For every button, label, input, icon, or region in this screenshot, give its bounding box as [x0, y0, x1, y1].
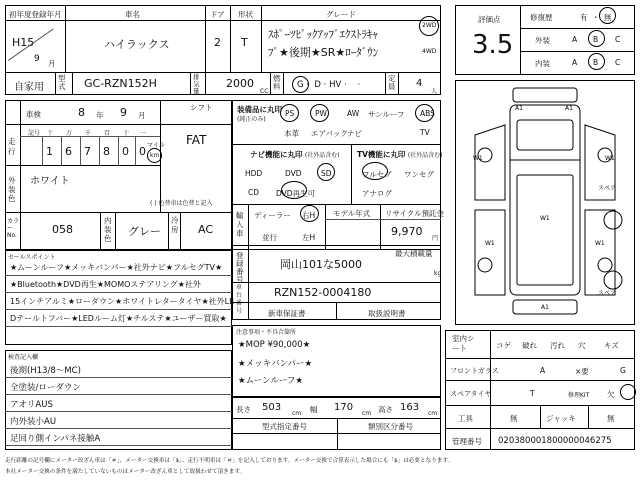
height-label: 高さ [378, 405, 393, 414]
doors-label: ドア [210, 10, 225, 19]
glass-g: G [620, 366, 626, 375]
interior-eval-label: 内装 [535, 59, 550, 68]
displacement: 2000 [226, 77, 254, 90]
exterior-color: ホワイト [30, 176, 70, 187]
drive-2wd: 2WD [422, 22, 437, 29]
exterior-label: 外装色 [8, 176, 16, 203]
int-grade-a: A [572, 58, 578, 67]
seat-condition: 破れ [522, 341, 537, 350]
max-load-kg: kg [434, 270, 442, 277]
ext-grade-c: C [615, 35, 621, 44]
reg-month-unit: 月 [48, 59, 56, 68]
seat-condition: キズ [604, 341, 619, 350]
grade-line-1: ｽﾎﾟｰﾂﾋﾟｯｸｱｯﾌﾟｴｸｽﾄﾗｷｬ [268, 28, 378, 41]
inspector-rule [5, 377, 232, 378]
interior-label: 内装色 [104, 216, 112, 243]
recycle-label: リサイクル預託金 [385, 209, 444, 218]
car-name-label: 車名 [125, 10, 140, 19]
equipment-code: PS [285, 109, 295, 118]
doors: 2 [214, 36, 221, 49]
inspector-line: 全塗装/ローダウン [10, 383, 81, 393]
mileage-divider [99, 136, 100, 165]
mileage-digit: 0 [122, 145, 129, 158]
tv-oneseg: ワンセグ [404, 170, 434, 179]
ext-grade-b: B [593, 35, 599, 44]
repair-yes: 有 [580, 13, 588, 22]
repair-label: 修復歴 [530, 13, 553, 22]
tools-label: 工具 [458, 414, 473, 423]
width-cm: cm [362, 410, 372, 417]
fuel-label: 燃料 [273, 74, 281, 91]
sales-line-rule [5, 292, 232, 293]
width: 170 [334, 402, 354, 413]
equipment-code: AW [347, 109, 360, 118]
shift-label: シフト [190, 103, 213, 112]
grade-line-2: ﾌﾟ★後期★SR★ﾛｰﾀﾞｳﾝ [268, 46, 379, 59]
navi-dvd-play: DVD再生可 [276, 189, 316, 198]
exterior-note: ( ) 色替車は色替と記入 [150, 200, 213, 207]
diagram-label-spare-2: スペア [598, 290, 617, 297]
diagram-label-w1-right: W1 [605, 155, 615, 162]
displacement-label: 排気量 [193, 73, 200, 95]
reg-month: 9 [34, 54, 40, 64]
mileage-divider [42, 136, 43, 165]
car-outline-diagram [455, 80, 635, 325]
mileage-digit: 1 [46, 145, 53, 158]
import-dealer: ディーラー [254, 211, 291, 220]
spare-t: T [530, 389, 535, 398]
equipment-code: サンルーフ [368, 110, 405, 119]
seat-condition: 穴 [578, 341, 586, 350]
ac-label: 冷房 [171, 216, 179, 234]
diagram-label-a1-front-l: A1 [515, 105, 523, 112]
inspector-rule [5, 411, 232, 412]
length: 503 [262, 402, 282, 413]
mileage-digit: 8 [103, 145, 110, 158]
tv-label: TV機能に丸印 (社外品含む) [357, 150, 443, 159]
height: 163 [400, 402, 420, 413]
inspector-rule [5, 445, 232, 446]
diagram-label-spare-1: スペア [598, 185, 617, 192]
navi-hdd: HDD [245, 169, 263, 178]
diagram-label-w1-bed: W1 [540, 215, 550, 222]
chassis: RZN152-0004180 [274, 286, 372, 299]
sales-point-line: ★ムーンルーフ★メッキバンパー★社外ナビ★フルセグTV★ [10, 263, 223, 272]
ac: AC [198, 223, 214, 236]
warranty-label: 新車保証書 [268, 309, 306, 318]
score: 3.5 [472, 30, 514, 60]
equipment-name: TV [420, 128, 430, 137]
exterior-eval-label: 外装 [535, 36, 550, 45]
note-line: ★ムーンルーフ★ [238, 376, 304, 386]
car-name: ハイラックス [104, 38, 170, 51]
mileage-unit-label: 百 [104, 130, 111, 137]
shape-label: 形状 [238, 10, 253, 19]
diagram-label-w1-rear-r: W1 [595, 240, 605, 247]
mileage-digit: 0 [139, 145, 146, 158]
length-label: 長さ [236, 405, 251, 414]
mileage-divider [61, 136, 62, 165]
sales-line-rule [5, 309, 232, 310]
spare-missing-circle [620, 384, 636, 400]
glass-x: ×要 [575, 367, 589, 376]
shift: FAT [186, 133, 207, 147]
shape: T [241, 36, 248, 49]
diagram-label-a1-front-r: A1 [565, 105, 573, 112]
type-no-label: 型式指定番号 [262, 422, 307, 431]
equipment-name: 本革 [284, 129, 299, 138]
mileage-label: 走行 [8, 137, 16, 156]
sales-point-line: Dテールトフバー★LEDルーム灯★チルステ★ユーザー買取★ [10, 314, 227, 323]
inspector-line: アオリAUS [10, 400, 53, 410]
tv-fullseg: フルセグ [362, 170, 392, 179]
footer-note-1: 走行距離の記号欄にメーター改ざん車は「＃」、メーター交換車は「$」、走行不明車は「＃」を記入しております。メーター交換で合算表示した場合にも「$」は必要となります。 [5, 458, 454, 464]
repair-sep: ・ [592, 13, 600, 22]
fuel-options: G · D · HV · · [297, 80, 361, 90]
inspector-rule [5, 394, 232, 395]
inspector-line: 内外装小AU [10, 417, 57, 427]
class-no-label: 類別区分番号 [368, 422, 413, 431]
seat-label: 室内シート [452, 334, 475, 353]
height-cm: cm [428, 410, 438, 417]
jack-label: ジャッキ [546, 414, 576, 423]
tools-value: 無 [510, 414, 518, 423]
mileage-unit-label: 十 [123, 130, 130, 137]
sales-point-label: セールスポイント [8, 254, 56, 261]
glass-a: A [540, 366, 546, 375]
seat-condition: 汚れ [550, 341, 565, 350]
spare-tire-label: スペアタイヤ [450, 390, 492, 398]
capacity: 4 [416, 78, 423, 89]
cc-unit: CC [260, 88, 269, 95]
km-unit: km [150, 152, 160, 159]
control-no-label: 管理番号 [452, 437, 482, 446]
mileage-unit-label: 万 [66, 130, 73, 137]
color-no-label: カラーNo. [7, 218, 20, 239]
mileage-digit: 6 [65, 145, 72, 158]
mile-unit: マイル [147, 142, 165, 149]
handle-left: 左H [302, 233, 316, 242]
import-parallel: 並行 [262, 233, 277, 242]
inspection-year: 8 [78, 106, 85, 119]
seat-condition: コゲ [496, 341, 511, 350]
color-no: 058 [52, 223, 73, 236]
tv-analog: アナログ [362, 189, 392, 198]
sales-line-rule [5, 275, 232, 276]
mileage-unit-label: 千 [85, 130, 92, 137]
notes-label: 注意事項・不具合箇所 [236, 329, 297, 336]
inspection-month-unit: 月 [138, 111, 146, 120]
capacity-unit: 人 [431, 88, 438, 95]
capacity-label: 定員 [388, 74, 396, 91]
drive-4wd: 4WD [422, 48, 437, 55]
mileage-digit: 7 [84, 145, 91, 158]
int-grade-b: B [593, 58, 599, 67]
model: GC-RZN152H [84, 77, 157, 90]
note-line: ★MOP ¥90,000★ [238, 340, 311, 350]
width-label: 幅 [310, 405, 318, 414]
note-line: ★メッキバンパー★ [238, 359, 313, 369]
manual-label: 取扱説明書 [368, 309, 406, 318]
grade-label: グレード [326, 10, 356, 19]
control-no: 020380001800000046275 [498, 436, 612, 446]
first-reg-label: 初年度登録年月 [9, 10, 62, 19]
equipment-code: ABS [420, 109, 435, 118]
equipment-name: エアバック [311, 129, 348, 138]
repair-no: 無 [604, 13, 612, 22]
inspector-rule [5, 428, 232, 429]
mileage-divider [80, 136, 81, 165]
diagram-label-a1-rear: A1 [541, 304, 549, 311]
interior-color: グレー [128, 225, 161, 238]
use-type: 自家用 [14, 82, 44, 93]
int-grade-c: C [615, 58, 621, 67]
recycle-yen: 円 [432, 235, 439, 242]
navi-dvd: DVD [285, 169, 302, 178]
inspection-month: 9 [120, 106, 127, 119]
score-label: 評価点 [478, 15, 501, 24]
mileage-divider [135, 136, 136, 165]
spare-repair: 修理KIT [568, 392, 590, 399]
jack-value: 無 [607, 414, 615, 423]
mileage-divider [118, 136, 119, 165]
navi-sd: SD [321, 169, 332, 178]
sales-point-line: 15インチアルミ★ローダウン★ホワイトレタータイヤ★社外LE [10, 297, 235, 306]
inspector-line: 足回り側インパネ接触A [10, 434, 101, 444]
inspector-line: 後期(H13/8〜MC) [10, 366, 81, 376]
inspection-year-unit: 年 [96, 111, 104, 120]
spare-missing: 欠 [607, 390, 615, 399]
length-cm: cm [292, 410, 302, 417]
ext-grade-a: A [572, 35, 578, 44]
equipment-label: 装備品に丸印 (純正のみ) [237, 105, 282, 123]
reg-year: H15 [12, 36, 35, 49]
mileage-unit-label: 十 [47, 130, 54, 137]
equipment-code: PW [315, 109, 327, 118]
diagram-label-w1-left: W1 [473, 155, 483, 162]
plate-label: 登録番号 [236, 251, 244, 284]
sales-line-rule [5, 326, 232, 327]
inspector-label: 検査記入欄 [8, 354, 39, 361]
sales-point-line: ★Bluetooth★DVD再生★MOMOステアリング★社外 [10, 280, 201, 289]
import-label: 輸入車 [236, 211, 244, 238]
model-label: 型式 [58, 74, 66, 91]
mileage-unit-label: 記号 [28, 130, 41, 137]
navi-cd: CD [248, 188, 260, 197]
chassis-label: 車台番号 [236, 284, 243, 315]
navi-label: ナビ機能に丸印 (社外品含む) [250, 150, 340, 159]
handle-right: 右H [302, 211, 316, 220]
inspection-label: 車検 [26, 110, 41, 119]
plate: 岡山101な5000 [280, 258, 362, 271]
glass-label: フロントガラス [450, 367, 499, 375]
mileage-unit-label: 一 [140, 130, 147, 137]
diagram-label-w1-rear-l: W1 [485, 240, 495, 247]
footer-note-2: 本社メーター交換の条件を満たしていないものはメーター改ざん車として取扱わせて頂きます。 [5, 469, 246, 475]
model-year-label: モデル年式 [333, 209, 371, 218]
recycle-value: 9,970 [391, 225, 423, 238]
max-load-label: 最大積載量 [395, 249, 433, 258]
equipment-name: ナビ [347, 129, 362, 138]
